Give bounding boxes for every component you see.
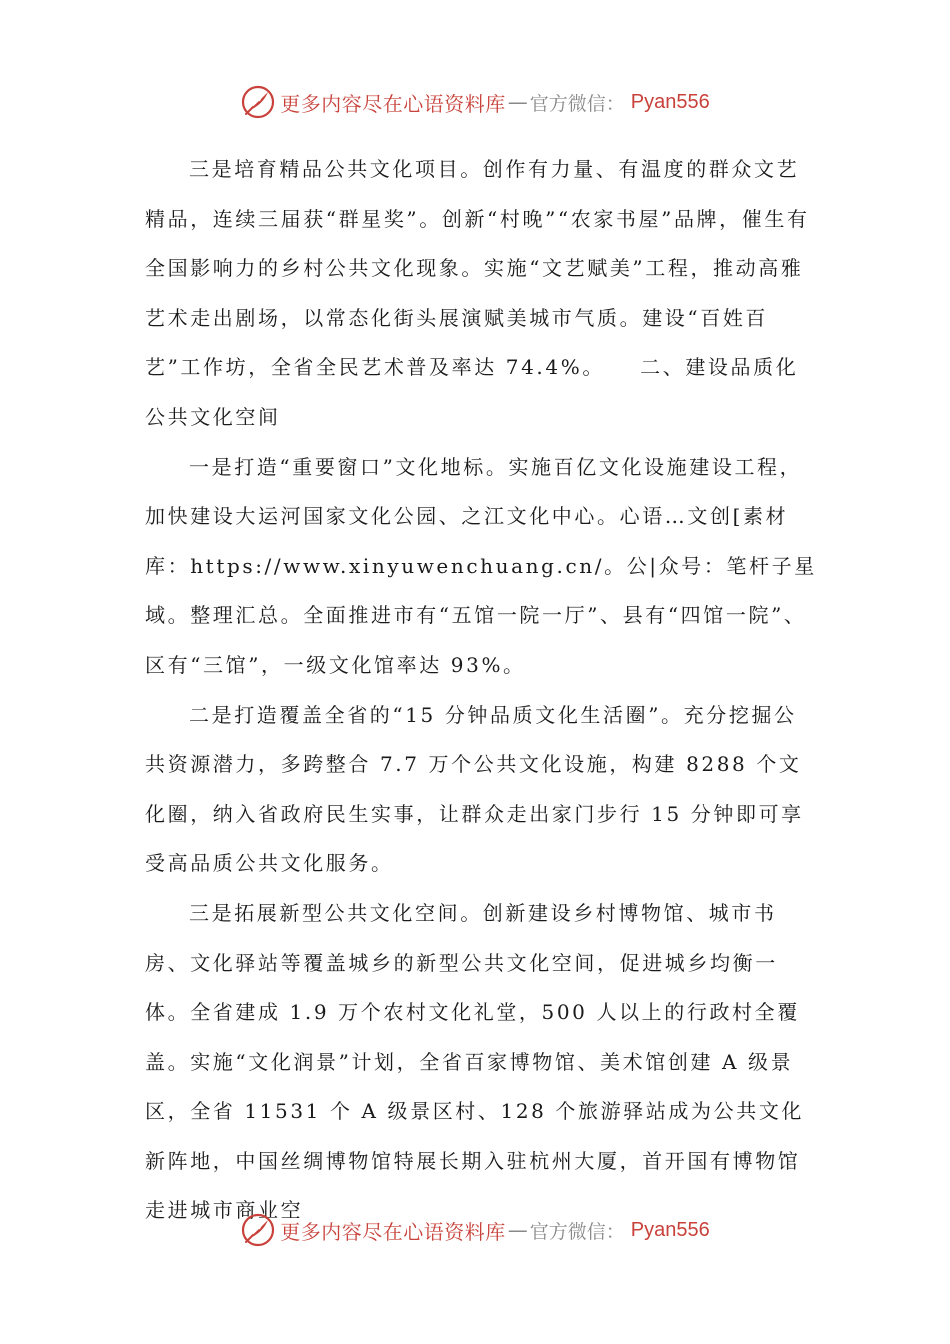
banner-dash: — bbox=[507, 90, 528, 114]
footer-banner bbox=[0, 1208, 950, 1252]
paragraph-1: 三是培育精品公共文化项目。创作有力量、有温度的群众文艺精品，连续三届获“群星奖”。创新“村晚”“农家书屋”品牌，催生有全国影响力的乡村公共文化现象。实施“文艺赋美”工程，推动高雅艺术走出剧场，以常态化街头展演赋美城市气质。建设“百姓百艺”工作坊，全省全民艺术普及率达 74.4%。 二、建设品质化公共文化空间 bbox=[145, 157, 810, 429]
banner-wechat-id: Pyan556 bbox=[630, 90, 710, 113]
banner-title: 更多内容尽在心语资料库 bbox=[280, 91, 506, 116]
banner-dash: — bbox=[507, 1218, 528, 1242]
banner-wechat-id: Pyan556 bbox=[630, 1218, 710, 1241]
banner-label: 官方微信： bbox=[529, 1220, 625, 1243]
banner-title: 更多内容尽在心语资料库 bbox=[280, 1219, 506, 1244]
banner-label: 官方微信： bbox=[529, 92, 625, 115]
quill-logo-icon bbox=[240, 84, 276, 120]
document-body bbox=[145, 145, 817, 1236]
paragraph-2: 一是打造“重要窗口”文化地标。实施百亿文化设施建设工程，加快建设大运河国家文化公园、之江文化中心。心语…文创[素材库：https://www.xinyuwenchuang.cn/。公|众号：笔杆子星域。整理汇总。全面推进市有“五馆一院一厅”、县有“四馆一院”、区有“三馆”，一级文化馆率达 93%。 bbox=[145, 454, 817, 677]
paragraph-3: 二是打造覆盖全省的“15 分钟品质文化生活圈”。充分挖掘公共资源潜力，多跨整合 7.7 万个公共文化设施，构建 8288 个文化圈，纳入省政府民生实事，让群众走出家门步行 15 分钟即可享受高品质公共文化服务。 bbox=[145, 702, 804, 876]
paragraph-4: 三是拓展新型公共文化空间。创新建设乡村博物馆、城市书房、文化驿站等覆盖城乡的新型公共文化空间，促进城乡均衡一体。全省建成 1.9 万个农村文化礼堂，500 人以上的行政村全覆盖。实施“文化润景”计划，全省百家博物馆、美术馆创建 A 级景区，全省 11531 个 A 级景区村、128 个旅游驿站成为公共文化新阵地，中国丝绸博物馆特展长期入驻杭州大厦，首开国有博物馆走进城市商业空 bbox=[145, 900, 805, 1223]
header-banner bbox=[0, 80, 950, 124]
quill-logo-icon bbox=[240, 1212, 276, 1248]
